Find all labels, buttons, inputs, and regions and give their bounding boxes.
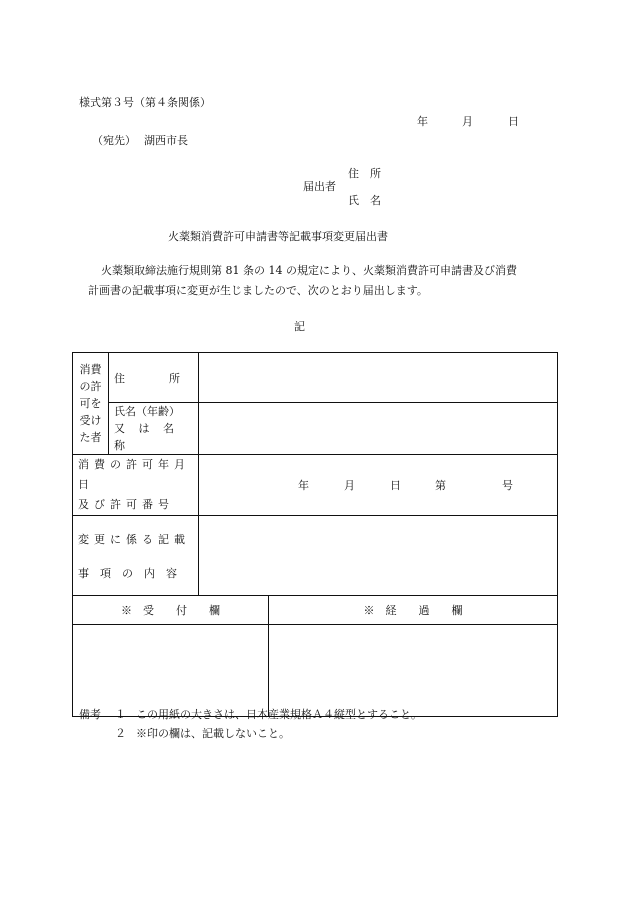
name-row xyxy=(73,403,558,455)
addressee-prefix: （宛先） xyxy=(92,134,136,147)
permittee-header-line: 消費 xyxy=(79,363,102,376)
permittee-header-line: の許 xyxy=(79,380,102,393)
note-text: ※印の欄は、記載しないこと。 xyxy=(136,727,290,740)
progress-field[interactable] xyxy=(269,625,558,717)
addressee-name: 湖西市長 xyxy=(144,134,188,147)
permit-month-label: 月 xyxy=(344,479,355,492)
date-year-label: 年 xyxy=(417,115,428,128)
note-number: １ xyxy=(115,708,126,721)
record-heading: 記 xyxy=(294,320,305,333)
notifier-label: 届出者 xyxy=(303,180,336,193)
reception-field[interactable] xyxy=(73,625,269,717)
reception-header: ※ 受 付 欄 xyxy=(73,596,269,625)
change-label: 変更に係る記載 事 項 の 内 容 xyxy=(73,516,199,596)
change-notification-table xyxy=(72,352,558,717)
notifier-address-label: 住 所 xyxy=(348,167,381,180)
note-text: この用紙の大きさは、日本産業規格Ａ４縦型とすること。 xyxy=(136,708,422,721)
date-day-label: 日 xyxy=(508,115,519,128)
notes-label: 備考 xyxy=(79,708,101,721)
permit-day-label: 日 xyxy=(390,479,401,492)
permit-label: 消費の許可年月日 及び許可番号 xyxy=(73,455,199,516)
body-text-line-1: 火薬類取締法施行規則第 81 条の 14 の規定により、火薬類消費許可申請書及び消費 xyxy=(101,264,517,277)
office-header-row xyxy=(73,596,558,625)
permit-go-label: 号 xyxy=(502,479,513,492)
permittee-header-line: 可を xyxy=(79,397,102,410)
permittee-header-line: 受け xyxy=(79,414,102,427)
permittee-header-cell xyxy=(73,353,109,455)
permit-no-label: 第 xyxy=(435,479,446,492)
date-month-label: 月 xyxy=(462,115,473,128)
notifier-name-label: 氏 名 xyxy=(348,194,381,207)
address-row xyxy=(73,353,558,403)
body-text-line-2: 計画書の記載事項に変更が生じましたので、次のとおり届出します。 xyxy=(88,284,428,297)
permit-date-number-field[interactable] xyxy=(199,455,558,516)
note-number: ２ xyxy=(115,727,126,740)
document-title: 火薬類消費許可申請書等記載事項変更届出書 xyxy=(168,230,388,243)
office-body-row xyxy=(73,625,558,717)
address-label: 住 所 xyxy=(109,353,199,403)
name-label: 氏名（年齢） 又 は 名 称 xyxy=(109,403,199,455)
permit-year-label: 年 xyxy=(298,479,309,492)
name-value-field[interactable] xyxy=(199,403,558,455)
form-number: 様式第３号（第４条関係） xyxy=(79,96,211,109)
address-value-field[interactable] xyxy=(199,353,558,403)
permittee-header-line: た者 xyxy=(79,431,102,444)
permit-row xyxy=(73,455,558,516)
progress-header: ※ 経 過 欄 xyxy=(269,596,558,625)
change-row xyxy=(73,516,558,596)
change-content-field[interactable] xyxy=(199,516,558,596)
